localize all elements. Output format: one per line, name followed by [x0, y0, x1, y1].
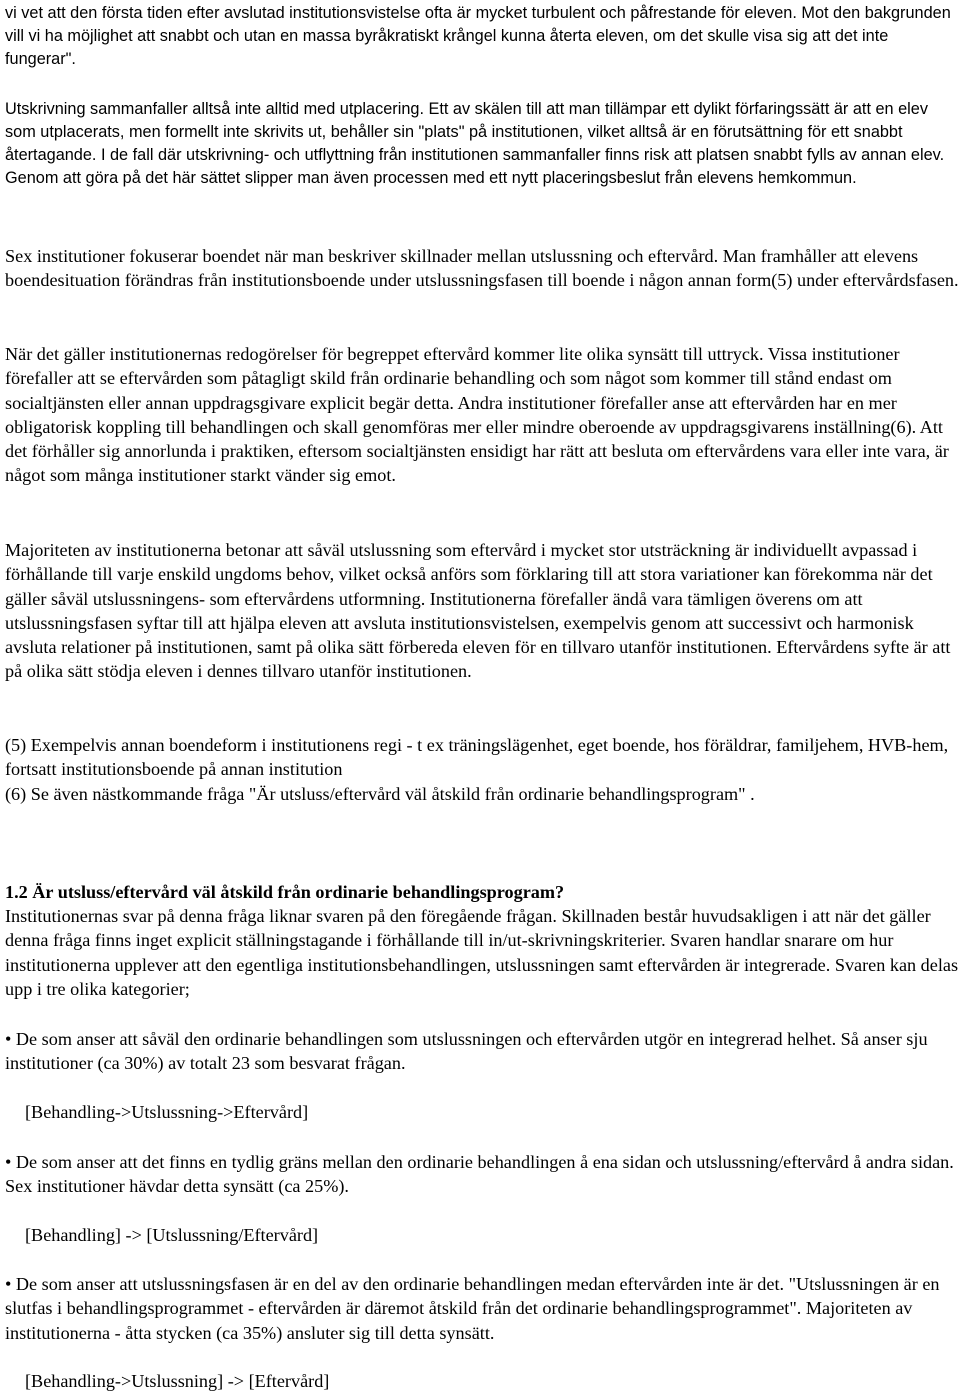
footnote-5: (5) Exempelvis annan boendeform i institutionens regi - t ex träningslägenhet, eget boende, hos föräldrar, familjehem, HVB-hem, fortsatt institutionsboende på annan institution: [5, 735, 949, 780]
section-intro: Institutionernas svar på denna fråga liknar svaren på den föregående frågan. Skillnaden består huvudsakligen i att när det gäller denna fråga finns inget explicit ställningstagande i förhållande till in/ut-skrivningskriterier. Svaren handlar snarare om hur institutionerna upplever att den egentliga institutionsbehandlingen, utslussningen samt eftervården är integrerade. Svaren kan delas upp i tre olika kategorier;: [5, 906, 959, 999]
paragraph-majoriteten: Majoriteten av institutionerna betonar att såväl utslussning som eftervård i mycket stor utsträckning är individuellt avpassad i förhållande till varje enskild ungdoms behov, vilket också anförs som förklaring till att stora variationer kan förekomma när det gäller såväl utslussningens- som eftervårdens utformning. Institutionerna förefaller ändå vara tämligen överens om att utslussningsfasen syftar till att hjälpa eleven att avsluta institutionsvistelsen, exempelvis genom att successivt och harmonisk avsluta relationer på institutionen, samt på olika sätt förbereda eleven för en tillvaro utanför institutionen. Eftervårdens syfte är att på olika sätt stödja eleven i dennes tillvaro utanför institutionen.: [5, 540, 951, 682]
category-item-1: • De som anser att såväl den ordinarie behandlingen som utslussningen och eftervården utgör en integrerad helhet. Så anser sju institutioner (ca 30%) av totalt 23 som besvarat frågan.: [5, 1029, 928, 1074]
paragraph-intro-1: vi vet att den första tiden efter avslutad institutionsvistelse ofta är mycket turbulent och påfrestande för eleven. Mot den bakgrunden vill vi ha möjlighet att snabbt och utan en massa byråkratiskt krångel kunna återta eleven, om det skulle visa sig att det inte fungerar".: [5, 4, 951, 68]
paragraph-boendet: Sex institutioner fokuserar boendet när man beskriver skillnader mellan utslussning och eftervård. Man framhåller att elevens boendesituation förändras från institutionsboende under utslussningsfasen till boende i någon annan form(5) under eftervårdsfasen.: [5, 246, 959, 291]
paragraph-eftervard-begrepp: När det gäller institutionernas redogörelser för begreppet eftervård kommer lite olika synsätt till uttryck. Vissa institutioner förefaller att se eftervården som påtagligt skild från ordinarie behandling och som något som kommer till stånd endast om socialtjänsten eller annan uppdragsgivare explicit begär detta. Andra institutioner förefaller anse att eftervården har en mer obligatorisk koppling till behandlingen och skall genomföras mer eller mindre oberoende av uppdragsgivarens inställning(6). Att det förhåller sig annorlunda i praktiken, eftersom socialtjänsten ensidigt har rätt att besluta om eftervårdens vara eller inte vara, är något som många institutioner starkt vänder sig emot.: [5, 344, 949, 486]
footnote-6: (6) Se även nästkommande fråga "Är utsluss/eftervård väl åtskild från ordinarie behandlingsprogram" .: [5, 784, 755, 804]
section-heading: 1.2 Är utsluss/eftervård väl åtskild från ordinarie behandlingsprogram?: [5, 882, 565, 902]
category-model-3: [Behandling->Utslussning] -> [Eftervård]: [25, 1371, 330, 1391]
category-item-2: • De som anser att det finns en tydlig gräns mellan den ordinarie behandlingen å ena sidan och utslussning/eftervård å andra sidan. Sex institutioner hävdar detta synsätt (ca 25%).: [5, 1152, 954, 1197]
paragraph-intro-2: Utskrivning sammanfaller alltså inte alltid med utplacering. Ett av skälen till att man tillämpar ett dylikt förfaringssätt är att en elev som utplacerats, men formellt inte skrivits ut, behåller sin "plats" på institutionen, vilket alltså är en förutsättning för ett snabbt återtagande. I de fall där utskrivning- och utflyttning från institutionen sammanfaller finns risk att platsen snabbt fylls av annan elev. Genom att göra på det här sättet slipper man även processen med ett nytt placeringsbeslut från elevens hemkommun.: [5, 100, 945, 187]
category-model-1: [Behandling->Utslussning->Eftervård]: [25, 1102, 309, 1122]
category-item-3: • De som anser att utslussningsfasen är en del av den ordinarie behandlingen medan eftervården inte är det. "Utslussningen är en slutfas i behandlingsprogrammet - eftervården är däremot åtskild från det ordinarie behandlingsprogrammet". Majoriteten av institutionerna - åtta stycken (ca 35%) ansluter sig till detta synsätt.: [5, 1274, 940, 1343]
category-model-2: [Behandling] -> [Utslussning/Eftervård]: [25, 1225, 319, 1245]
